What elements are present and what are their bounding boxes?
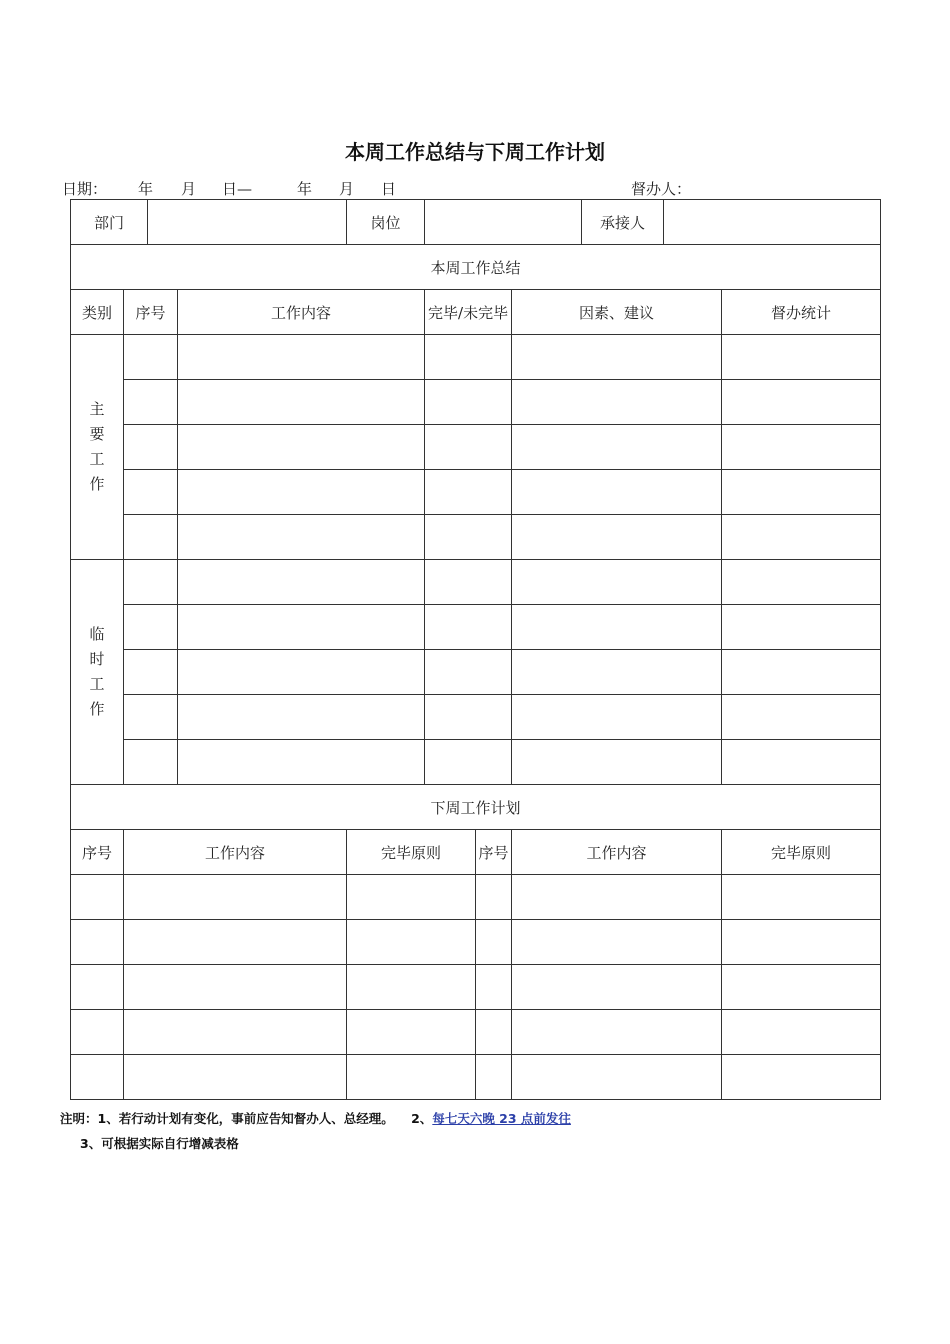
plan-content-cell[interactable] (512, 920, 722, 965)
note-line-1 (60, 1109, 571, 1127)
plan-number-cell[interactable] (71, 875, 124, 920)
content-cell[interactable] (178, 425, 425, 470)
status-cell[interactable] (425, 335, 512, 380)
plan-number-cell[interactable] (71, 1055, 124, 1100)
plan-col-content-left: 工作内容 (124, 830, 347, 875)
supervision-cell[interactable] (722, 650, 881, 695)
supervision-cell[interactable] (722, 560, 881, 605)
plan-number-cell[interactable] (476, 875, 512, 920)
plan-content-cell[interactable] (124, 920, 347, 965)
table-row (71, 1010, 881, 1055)
number-cell[interactable] (124, 470, 178, 515)
summary-col-content: 工作内容 (178, 290, 425, 335)
temp-work-category: 临 时 工 作 (71, 560, 124, 785)
content-cell[interactable] (178, 380, 425, 425)
number-cell[interactable] (124, 695, 178, 740)
table-row (71, 875, 881, 920)
number-cell[interactable] (124, 425, 178, 470)
table-row (71, 380, 881, 425)
content-cell[interactable] (178, 740, 425, 785)
status-cell[interactable] (425, 515, 512, 560)
plan-number-cell[interactable] (476, 1055, 512, 1100)
status-cell[interactable] (425, 560, 512, 605)
position-label: 岗位 (347, 200, 425, 245)
summary-col-status: 完毕/未完毕 (425, 290, 512, 335)
status-cell[interactable] (425, 425, 512, 470)
plan-principle-cell[interactable] (347, 875, 476, 920)
position-field[interactable] (425, 200, 582, 245)
page-title: 本周工作总结与下周工作计划 (345, 140, 605, 164)
content-cell[interactable] (178, 560, 425, 605)
plan-col-number-left: 序号 (71, 830, 124, 875)
plan-principle-cell[interactable] (722, 875, 881, 920)
summary-col-category: 类别 (71, 290, 124, 335)
supervision-cell[interactable] (722, 470, 881, 515)
supervision-cell[interactable] (722, 335, 881, 380)
summary-col-number: 序号 (124, 290, 178, 335)
table-row (71, 695, 881, 740)
plan-content-cell[interactable] (512, 1010, 722, 1055)
reasons-cell[interactable] (512, 470, 722, 515)
status-cell[interactable] (425, 695, 512, 740)
number-cell[interactable] (124, 380, 178, 425)
reasons-cell[interactable] (512, 560, 722, 605)
work-form-table (70, 199, 881, 1100)
reasons-cell[interactable] (512, 380, 722, 425)
plan-principle-cell[interactable] (347, 965, 476, 1010)
table-row (71, 1055, 881, 1100)
number-cell[interactable] (124, 650, 178, 695)
plan-number-cell[interactable] (71, 920, 124, 965)
deadline-link[interactable]: 每七天六晚 23 点前发往 (432, 1111, 571, 1126)
table-row (71, 740, 881, 785)
supervision-cell[interactable] (722, 605, 881, 650)
plan-content-cell[interactable] (124, 965, 347, 1010)
table-row (71, 515, 881, 560)
note-line-1-text: 注明：1、若行动计划有变化，事前应告知督办人、总经理。 2、 (60, 1111, 433, 1126)
table-row (71, 605, 881, 650)
handler-label: 承接人 (582, 200, 664, 245)
reasons-cell[interactable] (512, 605, 722, 650)
plan-number-cell[interactable] (476, 1010, 512, 1055)
number-cell[interactable] (124, 560, 178, 605)
year-end: 年 (297, 180, 313, 198)
plan-principle-cell[interactable] (722, 965, 881, 1010)
content-cell[interactable] (178, 695, 425, 740)
plan-number-cell[interactable] (476, 920, 512, 965)
day-end: 日 (381, 180, 397, 198)
date-line (62, 178, 882, 198)
table-row (71, 920, 881, 965)
content-cell[interactable] (178, 650, 425, 695)
plan-number-cell[interactable] (476, 965, 512, 1010)
plan-content-cell[interactable] (512, 965, 722, 1010)
status-cell[interactable] (425, 380, 512, 425)
supervision-cell[interactable] (722, 380, 881, 425)
plan-principle-cell[interactable] (347, 1010, 476, 1055)
number-cell[interactable] (124, 515, 178, 560)
plan-section-title: 下周工作计划 (71, 785, 881, 830)
content-cell[interactable] (178, 515, 425, 560)
day-start: 日— (222, 180, 253, 198)
status-cell[interactable] (425, 650, 512, 695)
table-row (71, 470, 881, 515)
table-row (71, 560, 881, 605)
main-work-category: 主 要 工 作 (71, 335, 124, 560)
reasons-cell[interactable] (512, 425, 722, 470)
plan-number-cell[interactable] (71, 965, 124, 1010)
summary-col-reasons: 因素、建议 (512, 290, 722, 335)
plan-principle-cell[interactable] (347, 1055, 476, 1100)
supervision-cell[interactable] (722, 515, 881, 560)
plan-principle-cell[interactable] (722, 1010, 881, 1055)
table-row (71, 650, 881, 695)
plan-content-cell[interactable] (124, 1055, 347, 1100)
content-cell[interactable] (178, 335, 425, 380)
plan-number-cell[interactable] (71, 1010, 124, 1055)
supervision-cell[interactable] (722, 740, 881, 785)
plan-content-cell[interactable] (512, 1055, 722, 1100)
summary-section-title: 本周工作总结 (71, 245, 881, 290)
plan-content-cell[interactable] (512, 875, 722, 920)
reasons-cell[interactable] (512, 335, 722, 380)
supervision-cell[interactable] (722, 695, 881, 740)
plan-content-cell[interactable] (124, 875, 347, 920)
plan-col-content-right: 工作内容 (512, 830, 722, 875)
number-cell[interactable] (124, 605, 178, 650)
reasons-cell[interactable] (512, 695, 722, 740)
department-label: 部门 (71, 200, 148, 245)
number-cell[interactable] (124, 740, 178, 785)
plan-principle-cell[interactable] (347, 920, 476, 965)
date-label: 日期： (62, 180, 108, 198)
content-cell[interactable] (178, 605, 425, 650)
content-cell[interactable] (178, 470, 425, 515)
reasons-cell[interactable] (512, 515, 722, 560)
table-row (71, 335, 881, 380)
summary-col-supervision: 督办统计 (722, 290, 881, 335)
note-line-2: 3、可根据实际自行增减表格 (80, 1136, 239, 1151)
month-start: 月 (181, 180, 197, 198)
table-row (71, 965, 881, 1010)
plan-col-principle-right: 完毕原则 (722, 830, 881, 875)
table-row (71, 425, 881, 470)
status-cell[interactable] (425, 605, 512, 650)
supervision-cell[interactable] (722, 425, 881, 470)
plan-col-principle-left: 完毕原则 (347, 830, 476, 875)
status-cell[interactable] (425, 740, 512, 785)
supervisor-label: 督办人： (631, 180, 692, 198)
status-cell[interactable] (425, 470, 512, 515)
year-start: 年 (138, 180, 154, 198)
reasons-cell[interactable] (512, 650, 722, 695)
plan-content-cell[interactable] (124, 1010, 347, 1055)
department-field[interactable] (148, 200, 347, 245)
reasons-cell[interactable] (512, 740, 722, 785)
number-cell[interactable] (124, 335, 178, 380)
handler-field[interactable] (664, 200, 881, 245)
plan-col-number-right: 序号 (476, 830, 512, 875)
month-end: 月 (339, 180, 355, 198)
plan-principle-cell[interactable] (722, 920, 881, 965)
plan-principle-cell[interactable] (722, 1055, 881, 1100)
